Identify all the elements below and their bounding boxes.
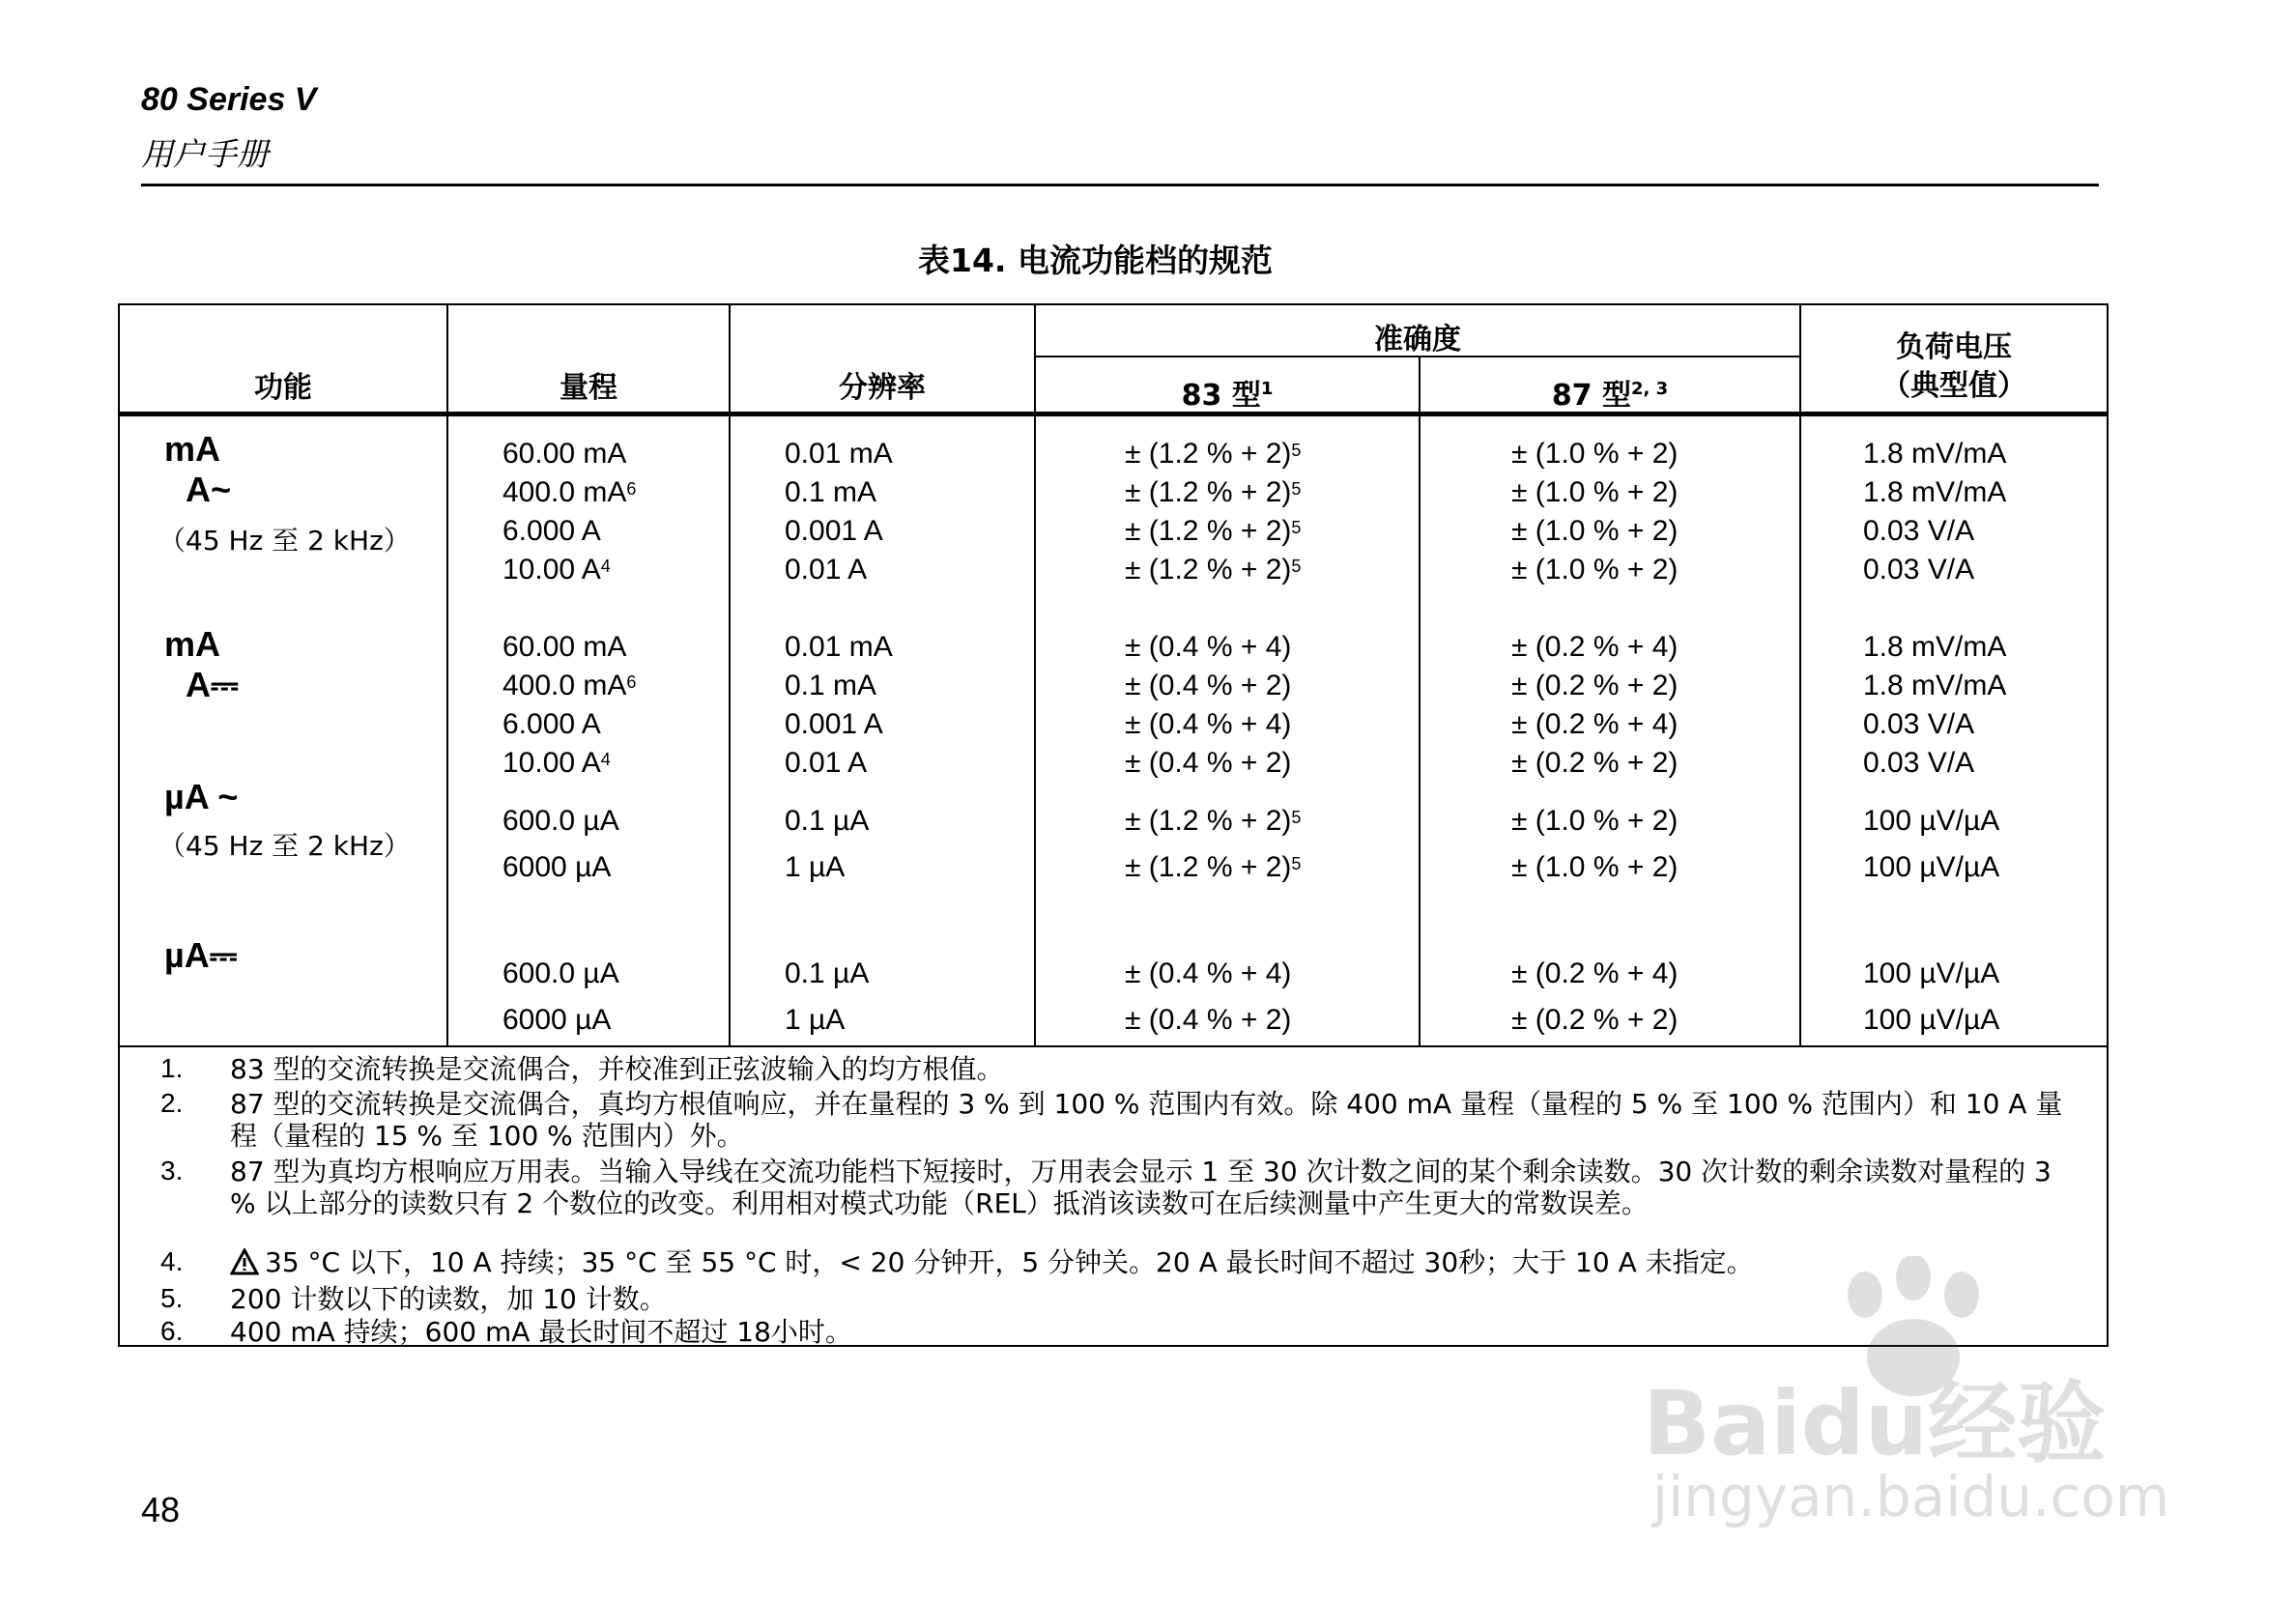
warning-triangle-icon (230, 1248, 259, 1275)
burden-voltage-cell: 0.03 V/A (1863, 708, 1975, 740)
range-cell: 10.00 $A^4$ (502, 747, 611, 779)
watermark-brand: Baidu经验 (1643, 1372, 2107, 1475)
burden-voltage-cell: 1.8 mV/mA (1863, 670, 2007, 701)
header-resolution: 分辨率 (839, 371, 926, 405)
footnote-text: 200 计数以下的读数，加 10 计数。 (230, 1283, 667, 1315)
footnote-text: 87 型的交流转换是交流偶合，真均方根值响应，并在量程的 3 % 到 100 % 范围内有效。除 400 mA 量程（量程的 5 % 至 100 % 范围内）和 10 A 量程（量程的 15 % 至 100 % 范围内）外。 (230, 1088, 2063, 1152)
function-dc-symbol: A⎓ (186, 665, 239, 704)
resolution-cell: 0.1 mA (785, 670, 877, 701)
burden-voltage-cell: 1.8 mV/mA (1863, 476, 2007, 508)
accuracy-87-cell: ± (0.2 % + 4) (1511, 631, 1679, 663)
range-cell: 6000 µA (502, 1004, 612, 1036)
footnote-number: 6. (160, 1316, 184, 1346)
accuracy-83-cell: ± (1.2 % + 2)$^5$ (1125, 438, 1302, 470)
accuracy-83-cell: ± (1.2 % + 2)$^5$ (1125, 805, 1302, 837)
range-cell: 6.000 A (502, 515, 601, 547)
accuracy-87-cell: ± (0.2 % + 2) (1511, 670, 1679, 701)
function-ac-symbol: A~ (186, 470, 232, 509)
range-cell: 400.0 $mA^6$ (502, 670, 637, 701)
range-cell: 10.00 $A^4$ (502, 554, 611, 586)
accuracy-87-cell: ± (0.2 % + 2) (1511, 1004, 1679, 1036)
burden-voltage-cell: 0.03 V/A (1863, 554, 1975, 586)
document-series-title: 80 Series V (141, 81, 317, 118)
notes-top-rule (120, 1045, 2107, 1047)
footnote-text: 400 mA 持续；600 mA 最长时间不超过 18小时。 (230, 1316, 852, 1348)
accuracy-87-cell: ± (1.0 % + 2) (1511, 554, 1679, 586)
resolution-cell: 0.01 mA (785, 438, 893, 470)
resolution-cell: 0.1 µA (785, 957, 870, 989)
page-number: 48 (141, 1490, 181, 1529)
header-model-87: 87 型$^{2, 3}$ (1551, 379, 1669, 413)
header-function: 功能 (254, 371, 312, 405)
resolution-cell: 0.01 A (785, 554, 868, 586)
resolution-cell: 0.1 mA (785, 476, 877, 508)
watermark (1643, 1256, 2184, 1546)
footnote-number: 4. (160, 1246, 184, 1276)
col-divider (729, 305, 731, 1047)
range-cell: 600.0 µA (502, 805, 619, 837)
header-burden-voltage: 负荷电压 （典型值） (1881, 330, 2026, 403)
accuracy-83-cell: ± (0.4 % + 2) (1125, 1004, 1292, 1036)
accuracy-83-cell: ± (0.4 % + 2) (1125, 670, 1292, 701)
burden-voltage-cell: 1.8 mV/mA (1863, 438, 2007, 470)
burden-voltage-cell: 100 µV/µA (1863, 851, 2000, 883)
burden-voltage-cell: 100 µV/µA (1863, 805, 2000, 837)
accuracy-87-cell: ± (0.2 % + 4) (1511, 957, 1679, 989)
function-label: µA⎓ (164, 935, 238, 975)
resolution-cell: 0.01 mA (785, 631, 893, 663)
resolution-cell: 0.001 A (785, 708, 883, 740)
function-label: µA ~ (164, 777, 239, 816)
footnote-number: 3. (160, 1156, 184, 1186)
table-caption: 表14. 电流功能档的规范 (918, 242, 1273, 279)
col-divider (446, 305, 448, 1047)
accuracy-87-cell: ± (1.0 % + 2) (1511, 805, 1679, 837)
accuracy-87-cell: ± (1.0 % + 2) (1511, 476, 1679, 508)
burden-voltage-cell: 1.8 mV/mA (1863, 631, 2007, 663)
accuracy-83-cell: ± (1.2 % + 2)$^5$ (1125, 476, 1302, 508)
resolution-cell: 0.1 µA (785, 805, 870, 837)
footnote-number: 5. (160, 1283, 184, 1313)
accuracy-87-cell: ± (1.0 % + 2) (1511, 851, 1679, 883)
col-divider (1034, 305, 1036, 1047)
footnote-text: 87 型为真均方根响应万用表。当输入导线在交流功能档下短接时，万用表会显示 1 至 30 次计数之间的某个剩余读数。30 次计数的剩余读数对量程的 3 % 以上部分的读数只有 2 个数位的改变。利用相对模式功能（REL）抵消该读数可在后续测量中产生更大的常数误差。 (230, 1156, 2052, 1219)
footnote-text: 35 °C 以下，10 A 持续；35 °C 至 55 °C 时，< 20 分钟开，5 分钟关。20 A 最长时间不超过 30秒；大于 10 A 未指定。 (230, 1246, 2085, 1278)
range-cell: 6000 µA (502, 851, 612, 883)
accuracy-83-cell: ± (1.2 % + 2)$^5$ (1125, 515, 1302, 547)
range-cell: 6.000 A (502, 708, 601, 740)
resolution-cell: 1 µA (785, 851, 846, 883)
accuracy-87-cell: ± (1.0 % + 2) (1511, 515, 1679, 547)
range-cell: 60.00 mA (502, 438, 627, 470)
range-cell: 60.00 mA (502, 631, 627, 663)
function-label: mA (164, 429, 221, 469)
col-divider (1799, 305, 1801, 1047)
document-subtitle: 用户手册 (141, 135, 269, 173)
col-divider (1419, 356, 1421, 1047)
function-label: mA (164, 624, 221, 664)
burden-voltage-cell: 100 µV/µA (1863, 1004, 2000, 1036)
accuracy-87-cell: ± (0.2 % + 2) (1511, 747, 1679, 779)
range-cell: 600.0 µA (502, 957, 619, 989)
footnote-number: 1. (160, 1053, 184, 1083)
burden-voltage-cell: 0.03 V/A (1863, 747, 1975, 779)
accuracy-83-cell: ± (1.2 % + 2)$^5$ (1125, 851, 1302, 883)
accuracy-83-cell: ± (0.4 % + 2) (1125, 747, 1292, 779)
accuracy-87-cell: ± (0.2 % + 4) (1511, 708, 1679, 740)
function-frequency-note: （45 Hz 至 2 kHz） (158, 830, 411, 862)
resolution-cell: 0.001 A (785, 515, 883, 547)
accuracy-87-cell: ± (1.0 % + 2) (1511, 438, 1679, 470)
header-accuracy: 准确度 (1374, 323, 1461, 357)
header-rule (141, 184, 2099, 186)
accuracy-83-cell: ± (0.4 % + 4) (1125, 631, 1292, 663)
current-spec-table (118, 303, 2109, 1347)
range-cell: 400.0 $mA^6$ (502, 476, 637, 508)
watermark-url: jingyan.baidu.com (1652, 1464, 2170, 1529)
resolution-cell: 1 µA (785, 1004, 846, 1036)
footnote-text: 83 型的交流转换是交流偶合，并校准到正弦波输入的均方根值。 (230, 1053, 1004, 1085)
accuracy-83-cell: ± (0.4 % + 4) (1125, 957, 1292, 989)
burden-voltage-cell: 0.03 V/A (1863, 515, 1975, 547)
function-frequency-note: （45 Hz 至 2 kHz） (158, 525, 411, 557)
header-model-83: 83 型$^1$ (1181, 379, 1274, 413)
footnote-number: 2. (160, 1088, 184, 1118)
accuracy-83-cell: ± (0.4 % + 4) (1125, 708, 1292, 740)
resolution-cell: 0.01 A (785, 747, 868, 779)
burden-voltage-cell: 100 µV/µA (1863, 957, 2000, 989)
header-range: 量程 (560, 371, 617, 405)
accuracy-83-cell: ± (1.2 % + 2)$^5$ (1125, 554, 1302, 586)
